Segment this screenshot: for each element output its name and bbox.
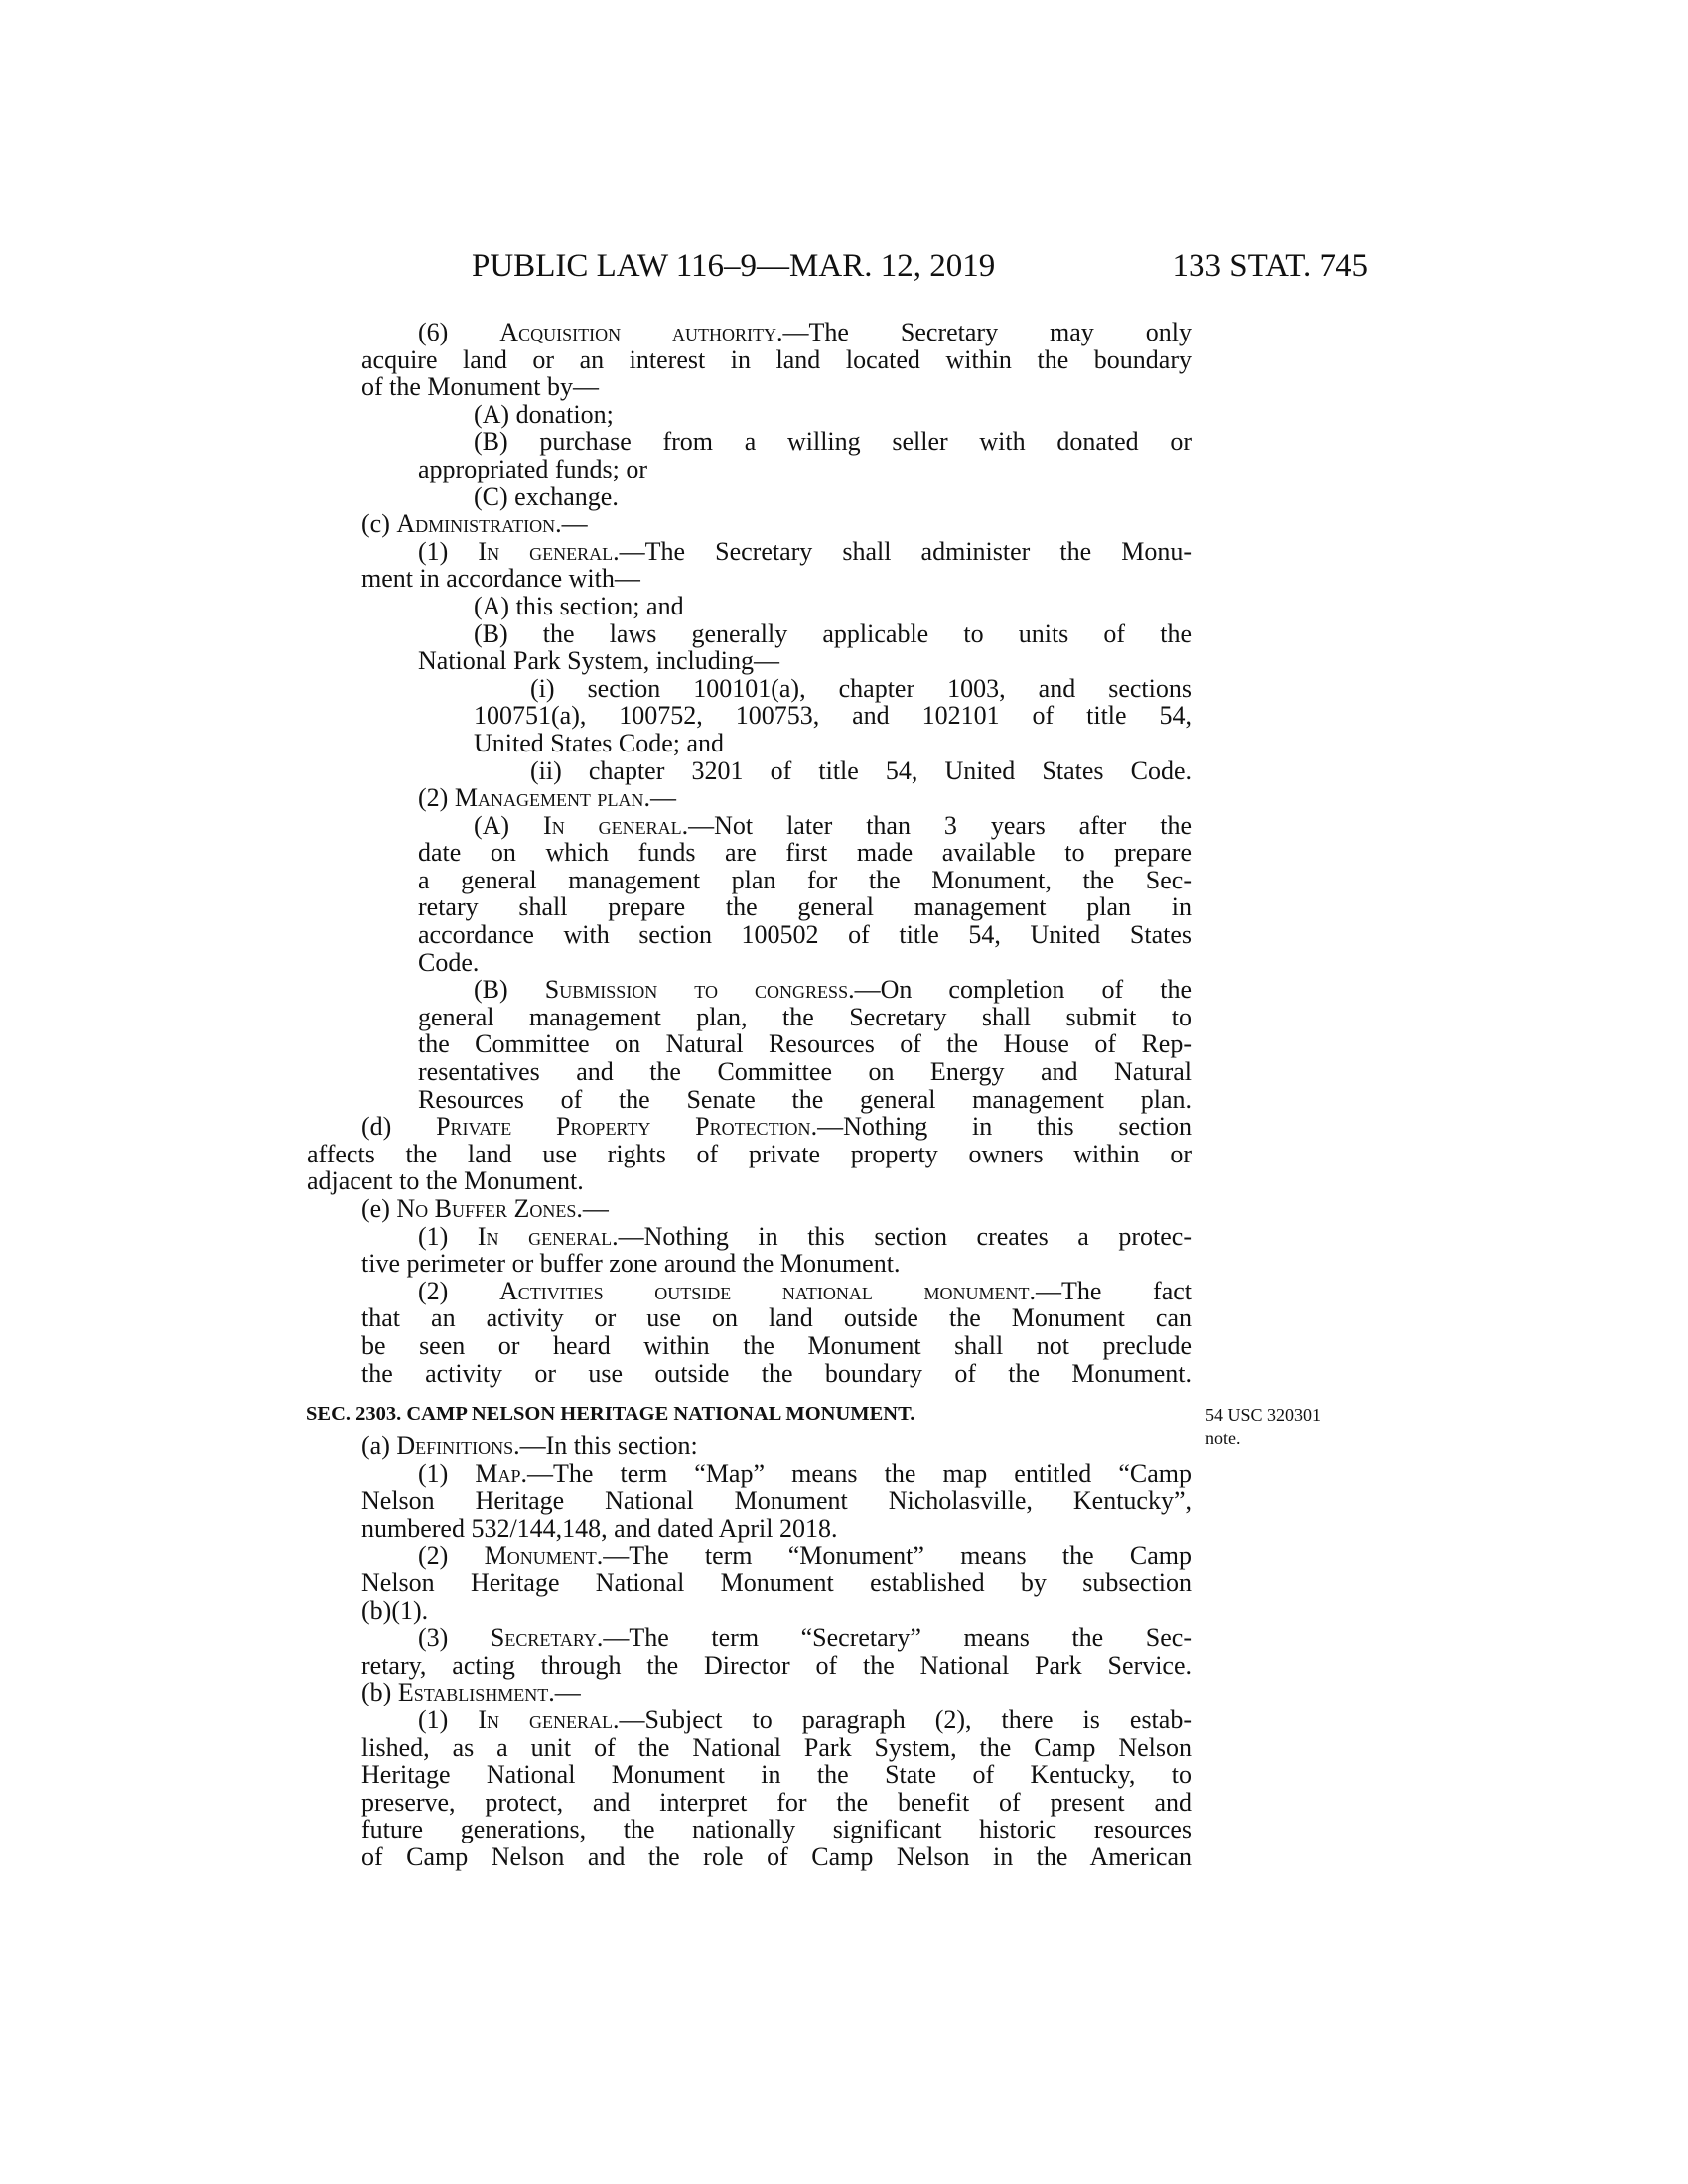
text-run: (d) [361,1112,437,1142]
text-line [418,1542,1192,1570]
text-run: a general management plan for the Monument, the Sec- [418,865,1192,894]
text-run: tive perimeter or buffer zone around the Monument. [361,1249,901,1279]
margin-note-citation: 54 USC 320301 [1205,1405,1322,1425]
text-line [361,1433,1192,1460]
text-line [418,456,1192,483]
text-line [361,1195,1192,1223]
text-run: retary shall prepare the general management plan in [418,892,1192,922]
paragraph-heading: Administration [396,509,556,539]
text-line [361,1789,1192,1817]
text-line [418,949,1192,977]
margin-note-label: note. [1205,1429,1241,1448]
text-line [418,1278,1192,1305]
text-line [474,812,1192,840]
text-run: lished, as a unit of the National Park System, the Camp Nelson [361,1732,1192,1762]
paragraph-heading: Private Property Protection [436,1112,811,1142]
paragraph-heading: Establishment [397,1678,549,1707]
text-run: (2) [418,1276,499,1305]
text-line [474,620,1192,648]
text-run: ment in accordance with— [361,564,640,594]
text-line [361,1816,1192,1843]
text-run: Resources of the Senate the general management plan. [418,1084,1192,1114]
text-run: .—Nothing in this section creates a protec- [612,1221,1192,1251]
text-line [361,1113,1192,1141]
text-run: United States Code; and [474,728,725,757]
text-line [530,675,1192,703]
text-run: the activity or use outside the boundary of the Monument. [361,1358,1192,1388]
paragraph-heading: Definitions [396,1432,514,1460]
text-line [361,1734,1192,1762]
text-line [474,976,1192,1004]
text-line [418,1004,1192,1031]
text-run: .— [576,1194,609,1223]
paragraph-heading: In general [478,536,614,566]
text-run: National Park System, including— [418,646,779,676]
text-line [361,1570,1192,1597]
text-run: appropriated funds; or [418,454,648,483]
text-run: accordance with section 100502 of title 54, United States [418,920,1192,950]
text-run: acquire land or an interest in land located within the boundary [361,344,1192,374]
text-line [530,757,1192,785]
text-run: .—The fact [1029,1276,1192,1305]
text-line [361,1487,1192,1515]
text-line [418,1223,1192,1251]
text-run: .—The Secretary may only [776,318,1192,346]
text-line [361,565,1192,593]
text-run: (B) the laws generally applicable to units of the [474,618,1192,648]
paragraph-heading: In general [478,1705,614,1734]
text-line [418,1460,1192,1488]
paragraph-heading: No Buffer Zones [396,1194,577,1223]
running-header-title: PUBLIC LAW 116–9—MAR. 12, 2019 [472,248,996,284]
text-run: affects the land use rights of private property owners within or [307,1139,1192,1168]
paragraph-heading: Map [475,1458,521,1488]
text-run: adjacent to the Monument. [307,1166,584,1196]
text-line [418,1058,1192,1086]
text-run: (3) [418,1623,491,1653]
text-run: (2) [418,783,455,813]
text-line [418,921,1192,949]
text-line [418,538,1192,566]
text-run: (1) [418,1221,478,1251]
paragraph-heading: Secretary [490,1623,597,1653]
section-2303-text [0,1433,1688,1871]
text-line [418,867,1192,894]
paragraph-heading: Acquisition authority [499,318,777,346]
text-line [418,1624,1192,1652]
text-line [361,1843,1192,1871]
text-line [418,647,1192,675]
text-run: future generations, the nationally significant historic resources [361,1815,1192,1844]
text-run: (1) [418,1458,476,1488]
text-run: (6) [418,318,500,346]
paragraph-heading: In general [477,1221,613,1251]
text-line [474,702,1192,730]
paragraph-heading: Activities outside national monument [498,1276,1030,1305]
text-run: (e) [361,1194,397,1223]
paragraph-heading: Management plan [454,783,644,813]
text-run: date on which funds are first made available to prepare [418,838,1192,868]
text-run: general management plan, the Secretary shall submit to [418,1002,1192,1031]
text-line [361,1761,1192,1789]
text-line [418,1086,1192,1114]
text-run: (i) section 100101(a), chapter 1003, and sections [530,673,1192,703]
text-run: of Camp Nelson and the role of Camp Nelson in the American [361,1842,1192,1871]
text-line [361,346,1192,374]
text-line [474,401,1192,429]
text-run: Nelson Heritage National Monument Nicholasville, Kentucky”, [361,1486,1192,1516]
text-line [307,1167,1192,1195]
section-2302-continued-text [0,319,1688,1387]
text-line [361,1304,1192,1332]
text-run: .— [555,509,588,539]
text-run: (ii) chapter 3201 of title 54, United States Code. [530,755,1192,785]
text-line [474,593,1192,620]
text-run: (a) [361,1432,397,1460]
text-line [361,510,1192,538]
text-run: retary, acting through the Director of the National Park Service. [361,1650,1192,1680]
text-run: (b) [361,1678,398,1707]
text-line [361,1332,1192,1360]
text-run: (1) [418,1705,479,1734]
text-line [474,483,1192,511]
text-run: be seen or heard within the Monument shall not preclude [361,1330,1192,1360]
text-line [361,1679,1192,1706]
text-run: (b)(1). [361,1595,429,1625]
text-line [418,893,1192,921]
text-run: (c) [361,509,397,539]
text-run: 100751(a), 100752, 100753, and 102101 of title 54, [474,701,1192,731]
text-line [361,1515,1192,1543]
text-run: preserve, protect, and interpret for the benefit of present and [361,1787,1192,1817]
text-line [418,784,1192,812]
text-run: .—Nothing in this section [810,1112,1192,1142]
text-run: .—Subject to paragraph (2), there is estab- [613,1705,1192,1734]
text-run: (A) this section; and [474,591,684,620]
text-run: that an activity or use on land outside the Monument can [361,1303,1192,1333]
text-run: .—The term “Map” means the map entitled “Camp [520,1458,1192,1488]
text-run: numbered 532/144,148, and dated April 2018. [361,1513,838,1543]
text-line [474,730,1192,757]
text-run: (B) [474,975,545,1005]
section-heading: SEC. 2303. CAMP NELSON HERITAGE NATIONAL MONUMENT. [306,1403,915,1425]
text-line [361,1652,1192,1680]
text-line [361,373,1192,401]
text-line [361,1250,1192,1278]
text-run: .—The term “Monument” means the Camp [596,1541,1192,1570]
text-line [418,1030,1192,1058]
text-run: the Committee on Natural Resources of the House of Rep- [418,1029,1192,1059]
text-run: (2) [418,1541,485,1570]
text-run: .—In this section: [513,1432,698,1460]
paragraph-heading: Monument [484,1541,597,1570]
text-line [307,1141,1192,1168]
text-line [418,839,1192,867]
text-run: resentatives and the Committee on Energy and Natural [418,1057,1192,1087]
paragraph-heading: Submission to congress [544,975,849,1005]
text-run: .— [548,1678,581,1707]
text-line [418,319,1192,346]
text-run: (1) [418,536,479,566]
text-run: of the Monument by— [361,372,600,402]
text-run: .—The term “Secretary” means the Sec- [596,1623,1192,1653]
paragraph-heading: In general [543,810,682,840]
text-run: (A) donation; [474,399,614,429]
text-line [361,1597,1192,1625]
text-run: (B) purchase from a willing seller with donated or [474,427,1192,457]
page-number: 133 STAT. 745 [1172,248,1368,284]
text-run: (C) exchange. [474,481,619,511]
text-run: .— [643,783,676,813]
text-run: .—On completion of the [848,975,1192,1005]
text-run: Heritage National Monument in the State of Kentucky, to [361,1760,1192,1790]
text-run: .—Not later than 3 years after the [681,810,1192,840]
text-run: Code. [418,947,480,977]
text-run: Nelson Heritage National Monument established by subsection [361,1568,1192,1597]
text-line [474,428,1192,456]
text-run: (A) [474,810,544,840]
text-line [418,1706,1192,1734]
text-line [361,1360,1192,1388]
text-run: .—The Secretary shall administer the Monu- [613,536,1192,566]
